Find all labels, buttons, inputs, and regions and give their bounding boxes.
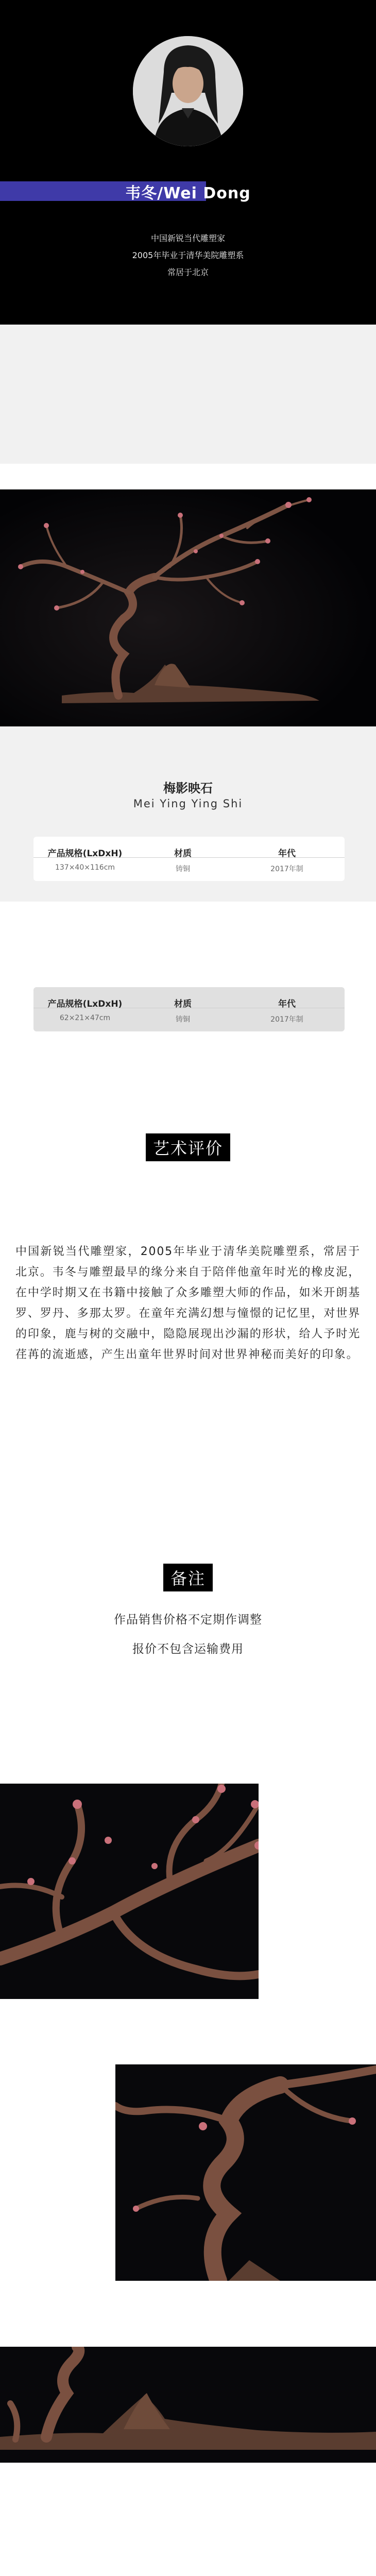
spec-year-cell [229, 987, 345, 1031]
spec-year-label: 年代 [278, 849, 296, 859]
spec-size-label: 产品规格(LxDxH) [47, 999, 123, 1009]
detail-photo-base [0, 2347, 376, 2463]
bio-line: 2005年毕业于清华美院雕塑系 [132, 250, 244, 260]
bio-line: 中国新锐当代雕塑家 [150, 233, 225, 243]
spec-year-label: 年代 [278, 999, 296, 1009]
spacer-white [0, 464, 376, 489]
artist-header [0, 0, 376, 325]
spec-year-value: 2017年制 [270, 865, 303, 873]
note-line: 报价不包含运输费用 [132, 1642, 244, 1656]
spec-table-small [33, 987, 345, 1031]
spec-size-label: 产品规格(LxDxH) [47, 849, 123, 859]
artwork-hero-photo [0, 489, 376, 726]
bio-line: 常居于北京 [167, 267, 209, 277]
spec-material-value: 铸铜 [176, 1015, 190, 1024]
spec-material-value: 铸铜 [176, 865, 190, 873]
artwork-title: 梅影映石 [163, 781, 213, 795]
spec-size-value: 62×21×47cm [59, 1014, 111, 1022]
spec-material-cell [136, 837, 229, 881]
artwork-subtitle: Mei Ying Ying Shi [133, 798, 243, 810]
spec-size-value: 137×40×116cm [55, 863, 115, 872]
spec-size-cell [33, 987, 136, 1031]
spec-material-cell [136, 987, 229, 1031]
artwork-info-panel [0, 726, 376, 902]
note-line: 作品销售价格不定期作调整 [114, 1613, 262, 1626]
spec-year-cell [229, 837, 345, 881]
review-heading [0, 1133, 376, 1161]
spacer-gray [0, 325, 376, 464]
review-paragraph: 中国新锐当代雕塑家，2005年毕业于清华美院雕塑系，常居于北京。韦冬与雕塑最早的缘分来自于陪伴他童年时光的橡皮泥，在中学时期又在书籍中接触了众多雕塑大师的作品，如米开朗基罗、罗丹、多那太罗。在童年充满幻想与憧憬的记忆里，对世界的印象，鹿与树的交融中，隐隐展现出沙漏的形状，给人予时光荏苒的流逝感，产生出童年世界时间对世界神秘而美好的印象。 [15, 1245, 361, 1361]
artist-avatar [133, 36, 243, 146]
notes-heading [0, 1564, 376, 1591]
spec-material-label: 材质 [174, 849, 192, 859]
detail-photo-blossoms [0, 1784, 259, 1999]
spec-material-label: 材质 [174, 999, 192, 1009]
spec-size-cell [33, 837, 136, 881]
notes-heading-text: 备注 [163, 1564, 213, 1591]
detail-photo-trunk [115, 2064, 376, 2281]
review-heading-text: 艺术评价 [146, 1133, 230, 1161]
spec-year-value: 2017年制 [270, 1015, 303, 1024]
artist-name: 韦冬/Wei Dong [125, 184, 251, 202]
spec-table-large [33, 837, 345, 881]
artist-bio [0, 230, 376, 281]
